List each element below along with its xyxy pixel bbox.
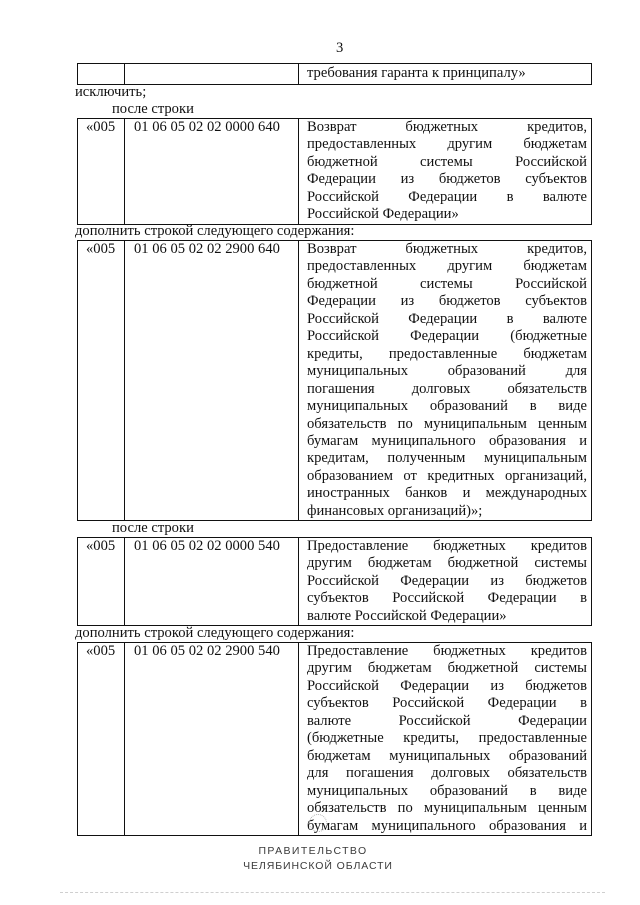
description-line: Российской Федерации в валюте (307, 188, 587, 205)
instruction-after-row: после строки (112, 520, 194, 536)
stamp-mark (309, 814, 327, 832)
classification-code-cell: 01 06 05 02 02 2900 640 (125, 241, 299, 520)
description-line: муниципальных образований в виде (307, 782, 587, 799)
description-line: погашения долговых обязательств (307, 380, 587, 397)
footer-region: ЧЕЛЯБИНСКОЙ ОБЛАСТИ (243, 860, 393, 872)
description-line: Возврат бюджетных кредитов, (307, 119, 587, 135)
description-line: (бюджетные кредиты, предоставленные (307, 730, 587, 747)
description-line: образованием от кредитных организаций, (307, 467, 587, 484)
budget-row-table-continued (77, 63, 592, 85)
description-line: бюджетной системы Российской (307, 275, 587, 292)
budget-row-table (77, 118, 592, 225)
description-line: другим бюджетам бюджетной системы (307, 555, 587, 572)
description-line: Российской Федерации из бюджетов (307, 677, 587, 694)
admin-code-cell: «005 (78, 643, 125, 835)
instruction-add-row: дополнить строкой следующего содержания: (75, 223, 355, 239)
description-line: Предоставление бюджетных кредитов (307, 538, 587, 554)
admin-code-cell: «005 (78, 538, 125, 625)
description-line: бумагам муниципального образования и (307, 432, 587, 449)
instruction-exclude: исключить; (75, 84, 147, 100)
description-line: Российской Федерации» (307, 206, 459, 223)
description-line: Российской Федерации (бюджетные (307, 328, 587, 345)
scan-bottom-edge (60, 892, 605, 893)
description-line: субъектов Российской Федерации в (307, 590, 587, 607)
description-line: Российской Федерации в валюте (307, 310, 587, 327)
description-line: обязательств по муниципальным ценным (307, 800, 587, 817)
budget-row-table (77, 240, 592, 521)
description-line: другим бюджетам бюджетной системы (307, 660, 587, 677)
description-line: субъектов Российской Федерации в (307, 695, 587, 712)
description-line: валюте Российской Федерации (307, 712, 587, 729)
description-cell (299, 643, 591, 835)
description-line: кредиты, предоставленные бюджетам (307, 345, 587, 362)
footer-government: ПРАВИТЕЛЬСТВО (258, 845, 368, 857)
classification-code-cell: 01 06 05 02 02 0000 540 (125, 538, 299, 625)
classification-code-cell (125, 64, 299, 84)
description-line: муниципальных образований для (307, 363, 587, 380)
description-line: бюджетам муниципальных образований (307, 747, 587, 764)
classification-code-cell: 01 06 05 02 02 0000 640 (125, 119, 299, 224)
description-line: предоставленных другим бюджетам (307, 258, 587, 275)
description-line: обязательств по муниципальным ценным (307, 415, 587, 432)
description-line: Федерации из бюджетов субъектов (307, 293, 587, 310)
description-line: Российской Федерации из бюджетов (307, 572, 587, 589)
description-line: Предоставление бюджетных кредитов (307, 643, 587, 659)
page-number: 3 (336, 40, 344, 56)
budget-row-table (77, 537, 592, 626)
description-cell (299, 538, 591, 625)
description-line: Федерации из бюджетов субъектов (307, 171, 587, 188)
description-cell (299, 64, 591, 84)
description-line: финансовых организаций)»; (307, 502, 483, 519)
description-line: предоставленных другим бюджетам (307, 136, 587, 153)
description-line: муниципальных образований в виде (307, 398, 587, 415)
instruction-add-row: дополнить строкой следующего содержания: (75, 625, 355, 641)
admin-code-cell (78, 64, 125, 84)
description-line: валюте Российской Федерации» (307, 607, 507, 624)
description-cell (299, 119, 591, 224)
instruction-after-row: после строки (112, 101, 194, 117)
description-line: бюджетной системы Российской (307, 153, 587, 170)
description-line: для погашения долговых обязательств (307, 765, 587, 782)
admin-code-cell: «005 (78, 119, 125, 224)
description-line: иностранных банков и международных (307, 485, 587, 502)
description-line: Возврат бюджетных кредитов, (307, 241, 587, 257)
budget-row-table (77, 642, 592, 836)
description-line: требования гаранта к принципалу» (307, 65, 526, 81)
classification-code-cell: 01 06 05 02 02 2900 540 (125, 643, 299, 835)
description-cell (299, 241, 591, 520)
description-line: бумагам муниципального образования и (307, 817, 587, 834)
description-line: кредитам, полученным муниципальным (307, 450, 587, 467)
admin-code-cell: «005 (78, 241, 125, 520)
